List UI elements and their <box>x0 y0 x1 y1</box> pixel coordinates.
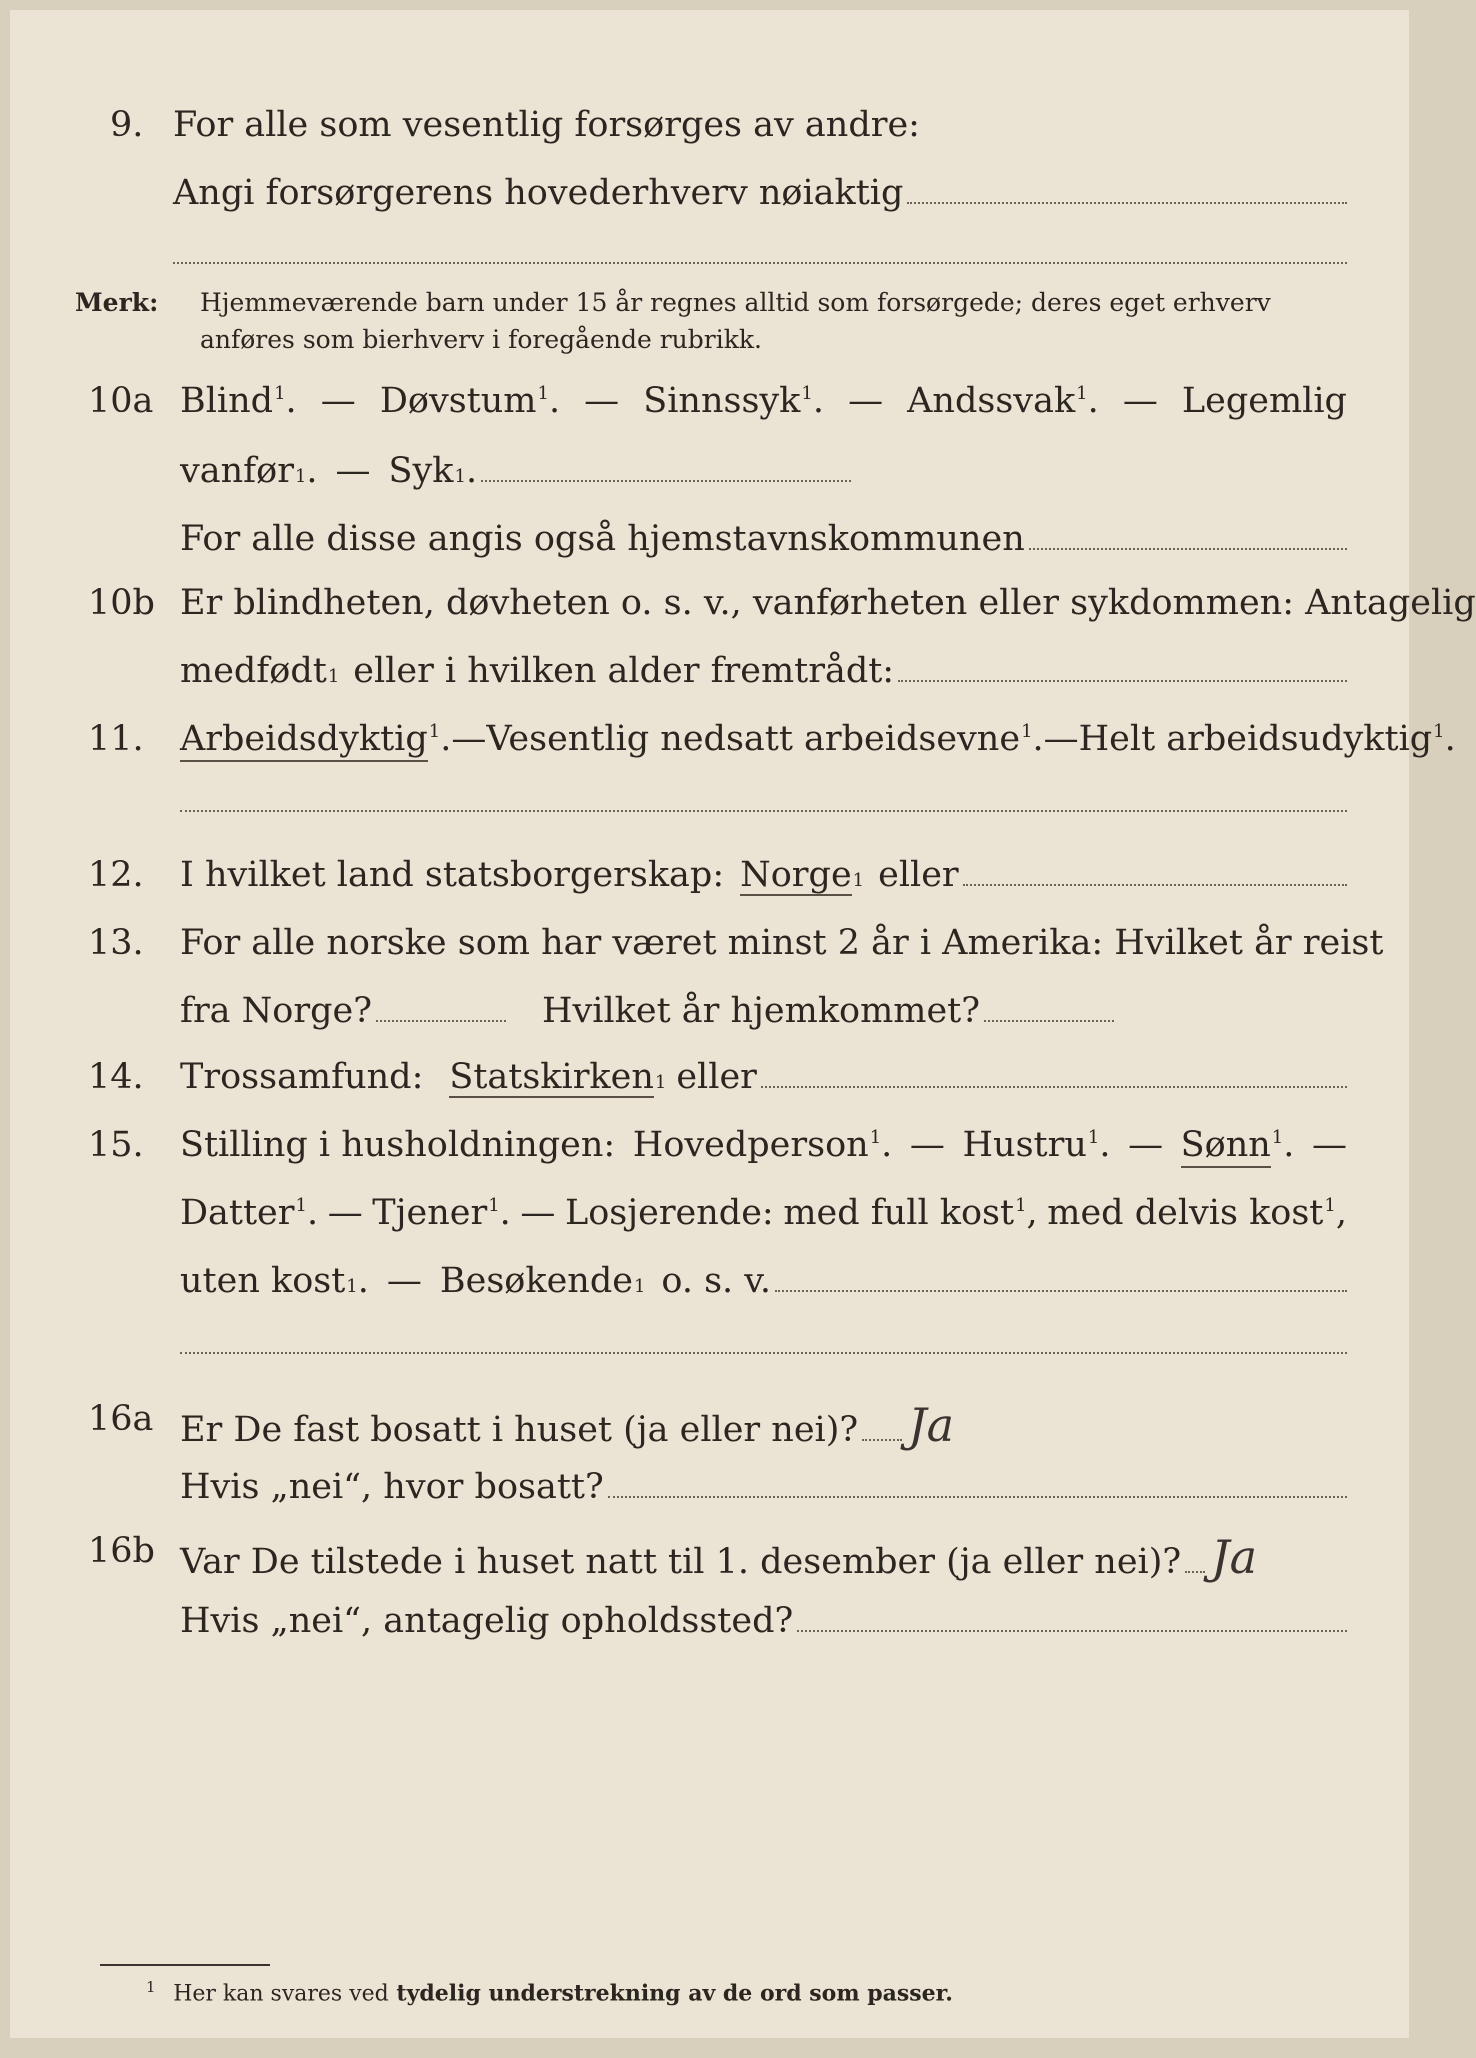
q13-hjemkommet-label: Hvilket år hjemkommet? <box>542 991 981 1031</box>
census-form-page: 9. For alle som vesentlig forsørges av andre: Angi forsørgerens hovederhverv nøiaktig Merk: Hjemmeværende barn under 15 år regnes alltid som forsørgede; deres eget erhverv anføres som bierhverv i foregående rubrikk. 10a Blind$^1$. — Døvstum$^1$. — Sinnssyk$^1$. — Andssvak$^1$. — Legemlig vanfør 1 . — Syk 1 . For alle disse angis også hjemstavnskommunen 10b Er blindheten, døvheten o. s. v., vanførheten eller sykdommen: Antagelig medfødt 1 eller i hvilken alder fremtrådt: 11. Arbeidsdyktig$^1$. — Vesentlig nedsatt arbeidsevne$^1$. — Helt arbeidsudyktig$^1$. 12. I hvilket land statsborgerskap: Norge 1 eller 13. For alle norske som har været minst 2 år i Amerika: Hvilket år reist fra Norge? Hvilket år hjemkommet? 14. Trossamfund: Statskirken 1 eller 15. Stilling i husholdningen: Hovedperson$^1$. — Hustru$^1$. — Sønn$^1$. — Datter$^1$. — Tjener$^1$. — Losjerende: med full kost$^1$, med delvis kost$^1$, uten kost 1 . — Besøkende 1 o. s. v. 16a Er De fast bosatt i huset (ja eller nei)? Ja Hvis „nei“, hvor bosatt? 16b Var De tilstede i huset natt til 1. desember (ja eller nei)? Ja Hvis „nei“, antagelig opholdssted? $^1$ Her kan svares ved tydelig understrekning av de ord som passer. <box>10 10 1409 2038</box>
q12-eller: eller <box>878 855 959 895</box>
q13-reist-label: fra Norge? <box>180 991 372 1031</box>
q15-full-kost[interactable]: med full kost <box>783 1193 1015 1233</box>
q11-arbeidsdyktig[interactable]: Arbeidsdyktig <box>180 719 428 762</box>
q13-number: 13. <box>88 923 144 963</box>
q9-answer-line-2[interactable] <box>173 262 1347 264</box>
q12-norge[interactable]: Norge <box>740 855 852 895</box>
q15-sonn[interactable]: Sønn <box>1181 1125 1271 1168</box>
q15-hovedperson[interactable]: Hovedperson <box>632 1125 869 1165</box>
footnote-mark: 1 <box>146 1978 156 1996</box>
q13-hjemkommet-line[interactable] <box>984 1020 1114 1022</box>
q15-text: Stilling i husholdningen: <box>180 1125 616 1165</box>
q16a-handwritten-answer[interactable]: Ja <box>908 1398 955 1452</box>
q9-text1: For alle som vesentlig forsørges av andre: <box>173 105 920 145</box>
q10b-text2: eller i hvilken alder fremtrådt: <box>353 651 895 691</box>
q10a-syk: Syk <box>388 451 454 491</box>
q16b-answer-line[interactable] <box>797 1630 1347 1632</box>
q15-number: 15. <box>88 1125 144 1165</box>
q15-tjener[interactable]: Tjener <box>372 1193 488 1233</box>
q11-answer-line[interactable] <box>180 810 1347 812</box>
q9-answer-line[interactable] <box>907 202 1347 204</box>
q10a-blind: Blind <box>180 381 274 421</box>
q16a-number: 16a <box>88 1399 154 1439</box>
q13-text1: For alle norske som har været minst 2 år i Amerika: Hvilket år reist <box>180 923 1384 963</box>
q15-besokende[interactable]: Besøkende <box>439 1261 633 1301</box>
q11-udyktig[interactable]: Helt arbeidsudyktig <box>1078 719 1433 759</box>
merk-label: Merk: <box>75 288 159 317</box>
q10a-kommune-line[interactable] <box>1029 548 1347 550</box>
merk-line1: Hjemmeværende barn under 15 år regnes alltid som forsørgede; deres eget erhverv <box>200 288 1271 317</box>
q14-answer-line[interactable] <box>761 1086 1347 1088</box>
q14-text: Trossamfund: <box>180 1057 424 1097</box>
q15-delvis-kost[interactable]: med delvis kost <box>1047 1193 1324 1233</box>
q10a-dovstum: Døvstum <box>379 381 537 421</box>
q15-uten-kost[interactable]: uten kost <box>180 1261 346 1301</box>
q12-answer-line[interactable] <box>963 884 1347 886</box>
q10a-answer-line[interactable] <box>481 480 851 482</box>
q10b-number: 10b <box>88 583 155 623</box>
q14-statskirken[interactable]: Statskirken <box>449 1057 654 1097</box>
q15-answer-line-2[interactable] <box>180 1352 1347 1354</box>
q16b-text1: Var De tilstede i huset natt til 1. desember (ja eller nei)? <box>180 1542 1182 1582</box>
q9-text2: Angi forsørgerens hovederhverv nøiaktig <box>173 173 904 213</box>
q10b-medfodt: medfødt <box>180 651 327 691</box>
q11-number: 11. <box>88 719 144 759</box>
q14-eller: eller <box>676 1057 757 1097</box>
q10a-sinnssyk: Sinnssyk <box>643 381 801 421</box>
q15-losjerende: Losjerende: <box>564 1193 774 1233</box>
q10a-legemlig: Legemlig <box>1181 381 1347 421</box>
q10a-andssvak: Andssvak <box>907 381 1076 421</box>
q16b-text2: Hvis „nei“, antagelig opholdssted? <box>180 1601 794 1641</box>
q16a-text1: Er De fast bosatt i huset (ja eller nei)? <box>180 1410 859 1450</box>
q16b-number: 16b <box>88 1531 155 1571</box>
q10a-number: 10a <box>88 381 154 421</box>
q16a-text2: Hvis „nei“, hvor bosatt? <box>180 1467 604 1507</box>
merk-line2: anføres som bierhverv i foregående rubrikk. <box>200 325 762 354</box>
footnote <box>146 1978 953 2006</box>
q10a-vanfor: vanfør <box>180 451 294 491</box>
q11-nedsatt[interactable]: Vesentlig nedsatt arbeidsevne <box>486 719 1021 759</box>
footnote-rule <box>100 1964 270 1966</box>
q16a-answer-line[interactable] <box>608 1496 1347 1498</box>
q15-hustru[interactable]: Hustru <box>962 1125 1087 1165</box>
q10b-answer-line[interactable] <box>898 680 1347 682</box>
q16b-handwritten-answer[interactable]: Ja <box>1211 1530 1258 1584</box>
q10a-kommune-text: For alle disse angis også hjemstavnskommunen <box>180 519 1025 559</box>
q14-number: 14. <box>88 1057 144 1097</box>
q15-osv: o. s. v. <box>661 1261 772 1301</box>
q9-number: 9. <box>110 105 144 145</box>
footnote-bold: tydelig understrekning av de ord som passer. <box>396 1980 953 2007</box>
footnote-pre: Her kan svares ved <box>173 1981 389 2007</box>
q10b-text1: Er blindheten, døvheten o. s. v., vanførheten eller sykdommen: Antagelig <box>180 583 1476 623</box>
q12-text: I hvilket land statsborgerskap: <box>180 855 725 895</box>
q15-answer-line[interactable] <box>775 1290 1347 1292</box>
q12-number: 12. <box>88 855 144 895</box>
q13-reist-line[interactable] <box>376 1020 506 1022</box>
q15-datter[interactable]: Datter <box>180 1193 295 1233</box>
